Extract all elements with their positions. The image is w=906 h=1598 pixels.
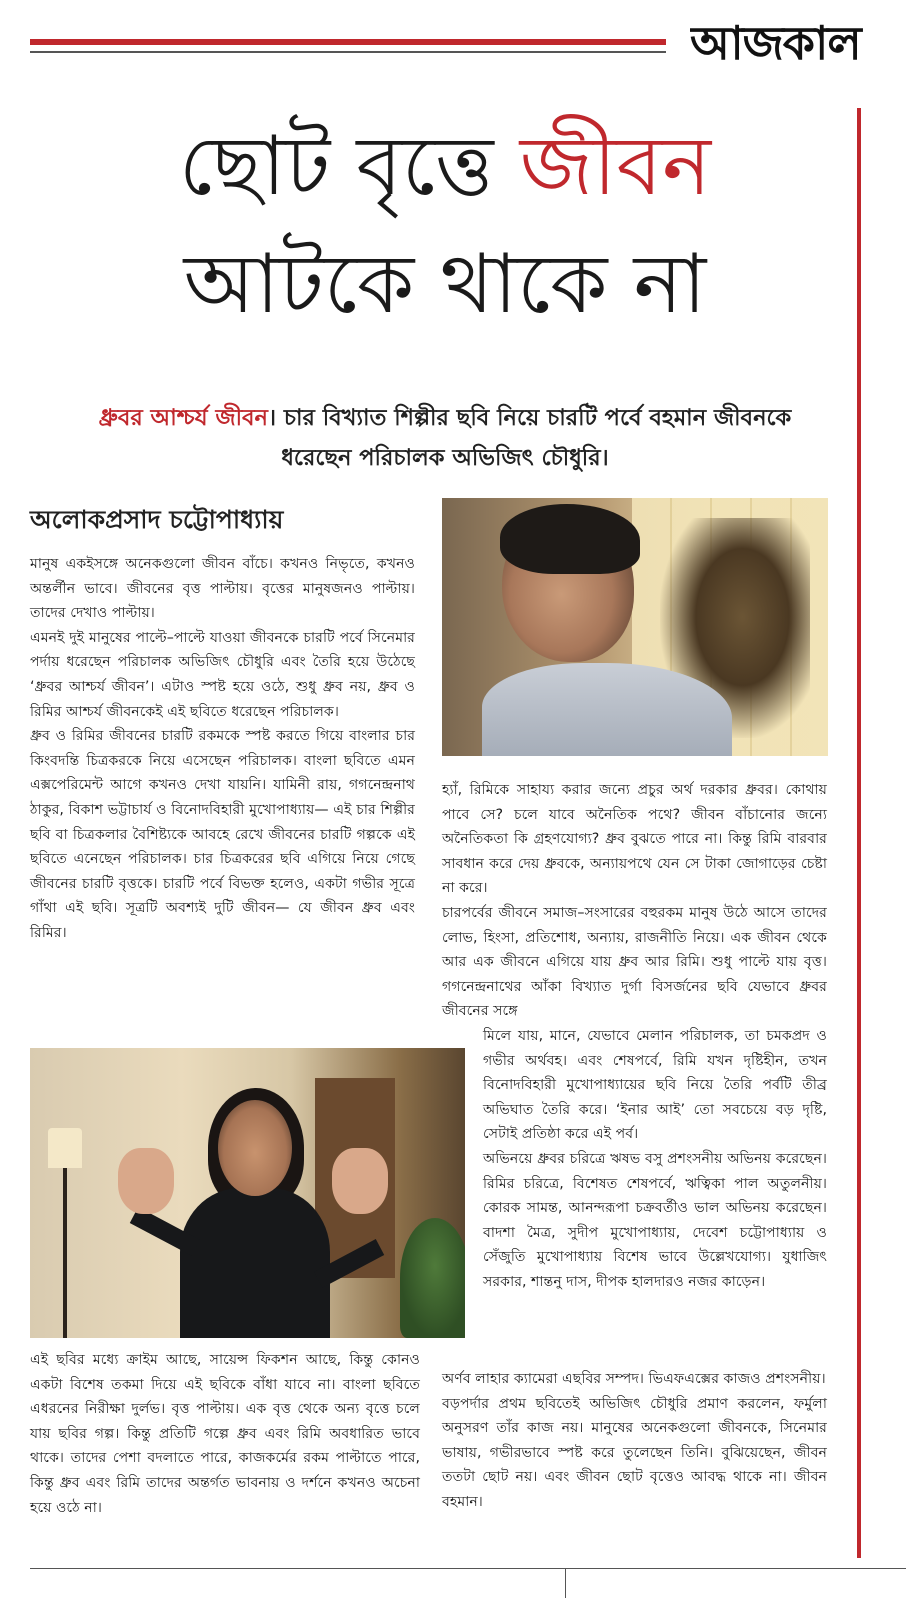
paragraph: হ্যাঁ, রিমিকে সাহায্য করার জন্যে প্রচুর অর্থ দরকার ধ্রুবর। কোথায় পাবে সে? চলে যাবে অনৈতিক পথে? জীবন বাঁচানোর জন্যে অনৈতিকতা কি গ্রহণযোগ্য? ধ্রুব বুঝতে পারে না। কিন্তু রিমি বারবার সাবধান করে দেয় ধ্রুবকে, অন্যায়পথে যেন সে টাকা জোগাড়ের চেষ্টা না করে।	[442, 782, 827, 897]
subheadline-red: ধ্রুবর আশ্চর্য জীবন	[98, 405, 268, 431]
paragraph: এই ছবির মধ্যে ক্রাইম আছে, সায়েন্স ফিকশন আছে, কিন্তু কোনও একটা বিশেষ তকমা দিয়ে এই ছবিকে বাঁধা যাবে না। বাংলা ছবিতে এধরনের নিরীক্ষা দুর্লভ। বৃত্ত পাল্টায়। এক বৃত্ত থেকে অন্য বৃত্তে চলে যায় ছবির গল্প। কিন্তু প্রতিটি গল্পে ধ্রুব এবং রিমি অবধারিত ভাবে থাকে। তাদের পেশা বদলাতে পারে, কাজকর্মের রকম পাল্টাতে পারে, কিন্তু ধ্রুব এবং রিমি তাদের অন্তর্গত ভাবনায় ও দর্শনে কখনও অচেনা হয়ে ওঠে না।	[30, 1352, 420, 1516]
masthead-red-rule	[30, 39, 666, 45]
headline-line-1-black: ছোট বৃত্তে	[178, 119, 520, 214]
headline-line-1	[40, 108, 850, 226]
paragraph: এমনই দুই মানুষের পাল্টে–পাল্টে যাওয়া জীবনকে চারটি পর্বে সিনেমার পর্দায় ধরেছেন পরিচালক অভিজিৎ চৌধুরি এবং তৈরি হয়ে উঠেছে ‘ধ্রুবর আশ্চর্য জীবন’। এটাও স্পষ্ট হয়ে ওঠে, শুধু ধ্রুব নয়, ধ্রুব ও রিমির আশ্চর্য জীবনকেই এই ছবিতে ধরেছেন পরিচালক।	[30, 629, 415, 720]
paragraph: অর্ণব লাহার ক্যামেরা এছবির সম্পদ। ভিএফএক্সের কাজও প্রশংসনীয়।	[442, 1371, 826, 1387]
photo-woman-hand-left	[118, 1148, 174, 1214]
right-red-rule	[857, 108, 861, 1558]
photo-lamp-stand	[63, 1168, 67, 1338]
column-1-top	[30, 552, 415, 946]
photo-woman-face	[218, 1100, 292, 1196]
paragraph: ধ্রুব ও রিমির জীবনের চারটি রকমকে স্পষ্ট করতে গিয়ে বাংলার চার কিংবদন্তি চিত্রকরকে নিয়ে এসেছেন পরিচালক। বাংলা ছবিতে এমন এক্সপেরিমেন্ট আগে কখনও দেখা যায়নি। যামিনী রায়, গগনেন্দ্রনাথ ঠাকুর, বিকাশ ভট্টাচার্য ও বিনোদবিহারী মুখোপাধ্যায়— এই চার শিল্পীর ছবি বা চিত্রকলার বৈশিষ্ট্যকে আবহে রেখে জীবনের চারটি গল্পকে এই ছবিতে এনেছেন পরিচালক। চার চিত্রকরের ছবি এগিয়ে নিয়ে গেছে জীবনের চারটি বৃত্তকে। চারটি পর্বে বিভক্ত হলেও, একটা গভীর সূত্রে গাঁথা এই ছবি। সূত্রটি অবশ্যই দুটি জীবন— যে জীবন ধ্রুব এবং রিমির।	[30, 728, 415, 941]
photo-actress-scene	[30, 1048, 465, 1338]
headline-line-1-red: জীবন	[519, 119, 712, 214]
photo-woman-dress	[180, 1188, 330, 1338]
column-2-middle	[483, 1024, 827, 1295]
bottom-column-divider	[565, 1568, 566, 1598]
paragraph: চারপর্বের জীবনে সমাজ–সংসারের বহুরকম মানুষ উঠে আসে তাদের লোভ, হিংসা, প্রতিশোধ, অন্যায়, রাজনীতি নিয়ে। এক জীবন থেকে আর এক জীবনে এগিয়ে যায় ধ্রুব আর রিমি। শুধু পাল্টে যায় বৃত্ত। গগনেন্দ্রনাথের আঁকা বিখ্যাত দুর্গা বিসর্জনের ছবি যেভাবে ধ্রুবর জীবনের সঙ্গে	[442, 904, 827, 1020]
column-2-top	[442, 778, 827, 1024]
bottom-rule	[30, 1568, 906, 1569]
paragraph: বড়পর্দার প্রথম ছবিতেই অভিজিৎ চৌধুরি প্রমাণ করলেন, ফর্মুলা অনুসরণ তাঁর কাজ নয়। মানুষের অনেকগুলো জীবনকে, সিনেমার ভাষায়, গভীরভাবে স্পষ্ট করে তুলেছেন তিনি। বুঝিয়েছেন, জীবন ততটা ছোট নয়। এবং জীবন ছোট বৃত্তেও আবদ্ধ থাকে না। জীবন বহমান।	[442, 1395, 827, 1510]
paragraph: মিলে যায়, মানে, যেভাবে মেলান পরিচালক, তা চমকপ্রদ ও গভীর অর্থবহ। এবং শেষপর্বে, রিমি যখন দৃষ্টিহীন, তখন বিনোদবিহারী মুখোপাধ্যায়ের ছবি নিয়ে তৈরি পর্বটি তীব্র অভিঘাত তৈরি করে। ‘ইনার আই’ তো সবচেয়ে বড় দৃষ্টি, সেটাই প্রতিষ্ঠা করে এই পর্ব।	[483, 1028, 827, 1143]
paragraph: মানুষ একইসঙ্গে অনেকগুলো জীবন বাঁচে। কখনও নিভৃতে, কখনও অন্তর্লীন ভাবে। জীবনের বৃত্ত পাল্টায়। বৃত্তের মানুষজনও পাল্টায়। তাদের দেখাও পাল্টায়।	[30, 556, 415, 622]
paragraph: অভিনয়ে ধ্রুবর চরিত্রে ঋষভ বসু প্রশংসনীয় অভিনয় করেছেন। রিমির চরিত্রে, বিশেষত শেষপর্বে, ঋত্বিকা পাল অতুলনীয়। কোরক সামন্ত, আনন্দরূপা চক্রবর্তীও ভাল অভিনয় করেছেন। বাদশা মৈত্র, সুদীপ মুখোপাধ্যায়, দেবেশ চট্টোপাধ্যায় ও সেঁজুতি মুখোপাধ্যায় বিশেষ ভাবে উল্লেখযোগ্য। যুধাজিৎ সরকার, শান্তনু দাস, দীপক হালদারও নজর কাড়েন।	[483, 1150, 827, 1290]
photo-plant	[400, 1218, 465, 1338]
byline: অলোকপ্রসাদ চট্টোপাধ্যায়	[30, 505, 284, 534]
subheadline	[60, 398, 830, 478]
masthead-gray-rule	[30, 51, 666, 53]
newspaper-logo: আজকাল	[690, 16, 861, 70]
photo-woman-hand-right	[332, 1148, 388, 1214]
photo-actor-profile	[442, 498, 828, 756]
subheadline-rest: । চার বিখ্যাত শিল্পীর ছবি নিয়ে চারটি পর্বে বহমান জীবনকে ধরেছেন পরিচালক অভিজিৎ চৌধুরি।	[267, 405, 792, 471]
headline	[40, 108, 850, 344]
photo-lamp-shade	[48, 1128, 82, 1168]
column-1-bottom	[30, 1348, 420, 1520]
headline-line-2: আটকে থাকে না	[183, 237, 707, 332]
photo-man-hair	[500, 504, 640, 574]
column-2-bottom	[442, 1367, 827, 1515]
